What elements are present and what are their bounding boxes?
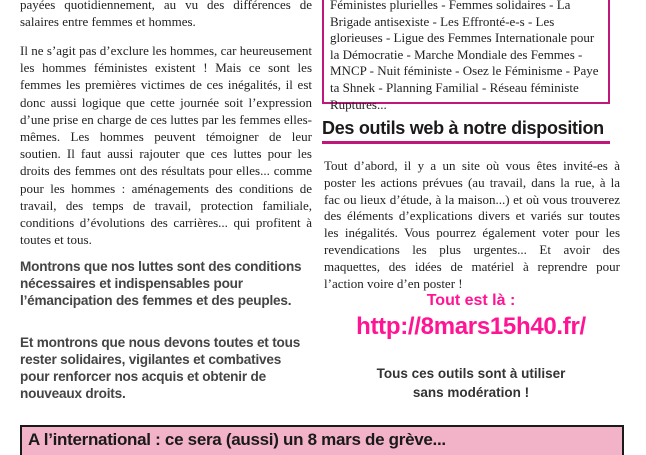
web-tools-paragraph: Tout d’abord, il y a un site où vous êtes invité-es à poster les actions prévues (au travail, dans la rue, à la fac ou lieux d’étude, à la maison...) et où vous trouverez des éléments d’explications divers et variés sur toutes les inégalités. Vous pourrez également voter pour les revendications les plus urgentes... Et avoir des maquettes, des idées de matériel à reprendre pour l’action voire d’en poster ! (324, 158, 620, 291)
international-banner (20, 425, 624, 455)
web-tools-heading: Des outils web à notre disposition (322, 117, 610, 144)
intro-paragraph-tail: payées quotidiennement, au vu des différences de salaires entre femmes et hommes. (20, 0, 312, 30)
cta-tools-line-2: sans modération ! (412, 385, 530, 400)
slogan-emancipation: Montrons que nos luttes sont des conditions nécessaires et indispensables pour l’émancipation des femmes et des peuples. (20, 259, 302, 308)
cta-intro: Tout est là : (426, 292, 516, 309)
slogan-solidarity: Et montrons que nous devons toutes et tous rester solidaires, vigilantes et combatives pour renforcer nos acquis et obtenir de nouveaux droits. (20, 335, 301, 401)
international-title: A l’international : ce sera (aussi) un 8 mars de grève... (28, 430, 446, 449)
organizations-box (322, 0, 610, 112)
cta-tools-note (322, 364, 620, 402)
website-link[interactable]: http://8mars15h40.fr/ (356, 313, 586, 340)
cta-tools-line-1: Tous ces outils sont à utiliser (376, 366, 566, 381)
organizations-list: Féministes plurielles - Femmes solidaires - La Brigade antisexiste - Les Effronté-e-s - Les glorieuses - Ligue des Femmes Internationale pour la Démocratie - Marche Mondiale des Femmes - MNCP - Nuit féministe - Osez le Féminisme - Paye ta Shnek - Planning Familial - Réseau féministe Ruptures... (330, 0, 599, 112)
body-paragraph: Il ne s’agit pas d’exclure les hommes, car heureusement les hommes féministes existent ! Mais ce sont les femmes les premières victimes de ces inégalités, il est donc aussi logique que cette journée soit l’expression d’une prise en charge de ces luttes par les femmes elles-mêmes. Les hommes peuvent témoigner de leur soutien. Il faut aussi rajouter que ces luttes pour les droits des femmes ont des résultats pour elles... comme pour les hommes : aménagements des conditions de travail, des temps de travail, protection familiale, conditions d’évolutions des carrières... qui profitent à toutes et tous. (20, 43, 312, 248)
